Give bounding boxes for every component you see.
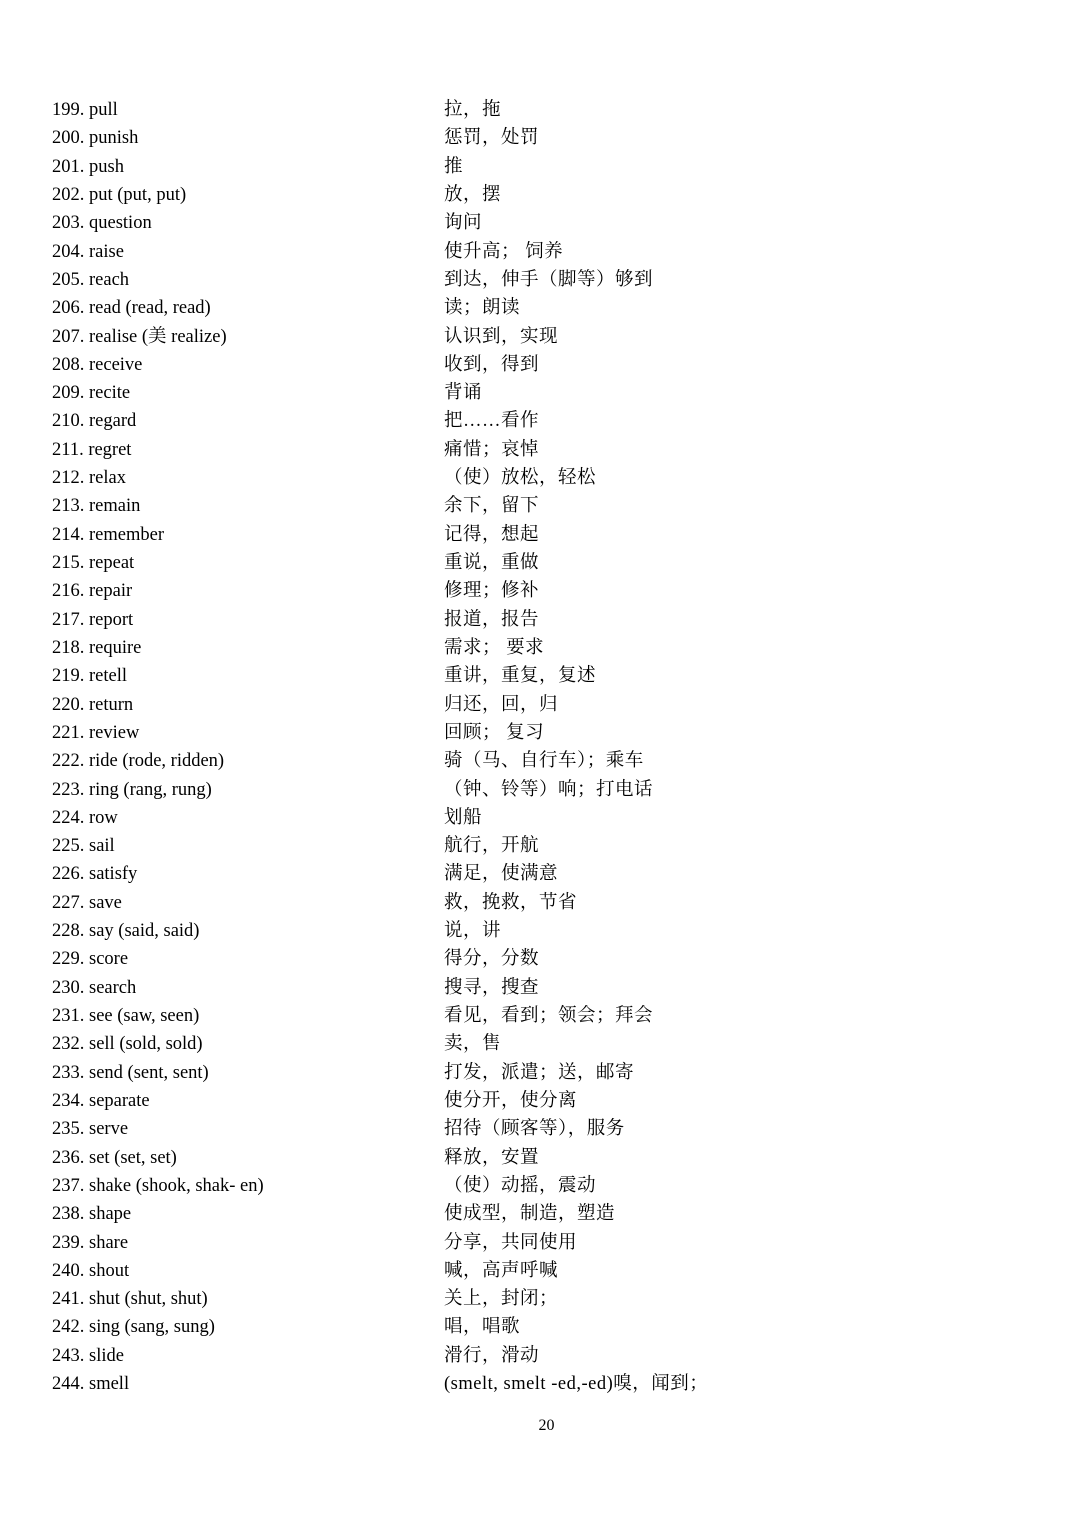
- vocabulary-entry: [52, 238, 1032, 266]
- vocabulary-entry: [52, 945, 1032, 973]
- entry-meaning: 拉，拖: [444, 100, 502, 120]
- entry-word: 214. remember: [52, 524, 164, 545]
- vocabulary-entry: [52, 549, 1032, 577]
- entry-meaning: （钟、铃等）响；打电话: [444, 779, 654, 800]
- entry-word: 229. score: [52, 949, 129, 970]
- entry-word: 199. pull: [52, 100, 118, 120]
- entry-meaning: 重说，重做: [444, 553, 540, 573]
- entry-word: 209. recite: [52, 383, 131, 404]
- vocabulary-entry: [52, 351, 1032, 379]
- entry-word: 226. satisfy: [52, 864, 138, 885]
- entry-meaning: 打发，派遣；送，邮寄: [444, 1062, 635, 1083]
- vocabulary-entry: [52, 747, 1032, 775]
- entry-word: 242. sing (sang, sung): [52, 1317, 215, 1338]
- entry-word: 228. say (said, said): [52, 921, 200, 942]
- entry-meaning: 到达，伸手（脚等）够到: [444, 269, 654, 290]
- entry-meaning: 认识到，实现: [444, 326, 559, 347]
- entry-meaning: 使成型，制造，塑造: [444, 1204, 616, 1225]
- entry-meaning: 航行，开航: [444, 836, 540, 857]
- entry-meaning: 修理；修补: [444, 581, 540, 602]
- entry-meaning: 骑（马、自行车）；乘车: [444, 751, 644, 772]
- entry-meaning: 看见，看到；领会；拜会: [444, 1006, 654, 1026]
- entry-meaning: （使）放松，轻松: [444, 468, 597, 489]
- entry-word: 211. regret: [52, 439, 132, 460]
- entry-word: 222. ride (rode, ridden): [52, 751, 225, 772]
- entry-word: 243. slide: [52, 1345, 124, 1366]
- entry-meaning: 喊，高声呼喊: [444, 1260, 559, 1281]
- entry-word: 240. shout: [52, 1260, 130, 1281]
- entry-meaning: 唱，唱歌: [444, 1317, 521, 1338]
- vocabulary-entry: [52, 181, 1032, 209]
- entry-word: 224. row: [52, 807, 118, 828]
- entry-word: 235. serve: [52, 1119, 129, 1140]
- entry-word: 200. punish: [52, 128, 139, 149]
- entry-meaning: 使分开，使分离: [444, 1090, 578, 1111]
- entry-meaning: 询问: [444, 213, 483, 234]
- entry-word: 202. put (put, put): [52, 184, 187, 205]
- entry-meaning: （使）动摇，震动: [444, 1175, 597, 1196]
- entry-meaning: 释放，安置: [444, 1147, 540, 1168]
- vocabulary-entry: [52, 889, 1032, 917]
- vocabulary-entry: [52, 776, 1032, 804]
- entry-word: 215. repeat: [52, 553, 135, 573]
- vocabulary-entry: [52, 96, 1032, 124]
- vocabulary-entry: [52, 1002, 1032, 1030]
- vocabulary-entry: [52, 1059, 1032, 1087]
- entry-word: 223. ring (rang, rung): [52, 779, 212, 800]
- entry-meaning: 分享，共同使用: [444, 1232, 578, 1253]
- entry-meaning: 得分，分数: [444, 949, 540, 970]
- entry-meaning: 搜寻，搜查: [444, 977, 540, 998]
- entry-meaning: 救，挽救，节省: [444, 892, 578, 913]
- vocabulary-entry: [52, 974, 1032, 1002]
- vocabulary-entry: [52, 1229, 1032, 1257]
- entry-meaning: 关上，封闭；: [444, 1289, 559, 1310]
- entry-word: 210. regard: [52, 411, 137, 432]
- entry-word: 217. report: [52, 609, 134, 630]
- entry-meaning: 推: [444, 156, 464, 177]
- entry-meaning: 卖，售: [444, 1034, 502, 1055]
- entry-word: 239. share: [52, 1232, 129, 1253]
- entry-meaning: 放，摆: [444, 184, 502, 205]
- entry-word: 238. shape: [52, 1204, 132, 1225]
- vocabulary-entry: [52, 577, 1032, 605]
- entry-meaning: 回顾； 复习: [444, 722, 545, 743]
- vocabulary-entry: [52, 1370, 1032, 1398]
- vocabulary-entry: [52, 804, 1032, 832]
- entry-word: 208. receive: [52, 354, 143, 375]
- entry-word: 218. require: [52, 637, 142, 658]
- entry-word: 212. relax: [52, 468, 126, 489]
- vocabulary-entry: [52, 917, 1032, 945]
- vocabulary-entry: [52, 1115, 1032, 1143]
- entry-word: 231. see (saw, seen): [52, 1006, 200, 1026]
- vocabulary-entry: [52, 464, 1032, 492]
- vocabulary-entry: [52, 1144, 1032, 1172]
- vocabulary-entry: [52, 323, 1032, 351]
- vocabulary-list: [52, 96, 1032, 1398]
- vocabulary-entry: [52, 521, 1032, 549]
- entry-word: 237. shake (shook, shak- en): [52, 1175, 264, 1196]
- vocabulary-entry: [52, 153, 1032, 181]
- entry-word: 232. sell (sold, sold): [52, 1034, 203, 1055]
- vocabulary-entry: [52, 124, 1032, 152]
- entry-meaning: 报道，报告: [444, 609, 540, 630]
- entry-meaning: 说，讲: [444, 921, 502, 942]
- entry-meaning: 滑行，滑动: [444, 1345, 540, 1366]
- entry-meaning: 痛惜；哀悼: [444, 439, 540, 460]
- entry-word: 207. realise (美 realize): [52, 326, 227, 347]
- entry-word: 220. return: [52, 694, 134, 715]
- vocabulary-entry: [52, 492, 1032, 520]
- entry-word: 219. retell: [52, 666, 128, 687]
- entry-meaning: 满足，使满意: [444, 864, 559, 885]
- vocabulary-entry: [52, 832, 1032, 860]
- vocabulary-entry: [52, 1313, 1032, 1341]
- entry-word: 233. send (sent, sent): [52, 1062, 209, 1083]
- entry-meaning: 余下，留下: [444, 496, 540, 517]
- entry-word: 230. search: [52, 977, 137, 998]
- vocabulary-entry: [52, 662, 1032, 690]
- entry-meaning: 惩罚，处罚: [444, 128, 540, 149]
- vocabulary-entry: [52, 436, 1032, 464]
- vocabulary-entry: [52, 209, 1032, 237]
- vocabulary-entry: [52, 1087, 1032, 1115]
- entry-meaning: 使升高； 饲养: [444, 241, 564, 262]
- vocabulary-entry: [52, 606, 1032, 634]
- entry-meaning: 背诵: [444, 383, 483, 404]
- entry-word: 221. review: [52, 722, 140, 743]
- vocabulary-entry: [52, 407, 1032, 435]
- entry-meaning: 记得，想起: [444, 524, 540, 545]
- entry-meaning: 把……看作: [444, 411, 540, 432]
- entry-word: 201. push: [52, 156, 124, 177]
- vocabulary-entry: [52, 1285, 1032, 1313]
- vocabulary-entry: [52, 634, 1032, 662]
- entry-word: 203. question: [52, 213, 152, 234]
- vocabulary-entry: [52, 1342, 1032, 1370]
- entry-meaning: 读；朗读: [444, 298, 521, 319]
- page-number: 20: [538, 1417, 555, 1434]
- vocabulary-entry: [52, 1200, 1032, 1228]
- vocabulary-entry: [52, 379, 1032, 407]
- vocabulary-entry: [52, 294, 1032, 322]
- vocabulary-entry: [52, 719, 1032, 747]
- entry-word: 236. set (set, set): [52, 1147, 177, 1168]
- vocabulary-entry: [52, 1172, 1032, 1200]
- entry-meaning: 需求； 要求: [444, 637, 545, 658]
- entry-meaning: 划船: [444, 807, 483, 828]
- vocabulary-entry: [52, 860, 1032, 888]
- entry-word: 213. remain: [52, 496, 141, 517]
- entry-word: 216. repair: [52, 581, 133, 602]
- entry-word: 204. raise: [52, 241, 124, 262]
- entry-word: 205. reach: [52, 269, 130, 290]
- entry-meaning: (smelt, smelt -ed,-ed)嗅，闻到；: [444, 1374, 709, 1395]
- entry-word: 241. shut (shut, shut): [52, 1289, 208, 1310]
- entry-word: 206. read (read, read): [52, 298, 211, 319]
- entry-word: 234. separate: [52, 1090, 150, 1111]
- entry-meaning: 招待（顾客等），服务: [444, 1119, 625, 1140]
- entry-meaning: 收到，得到: [444, 354, 540, 375]
- entry-word: 244. smell: [52, 1374, 130, 1395]
- entry-meaning: 重讲，重复，复述: [444, 666, 597, 687]
- vocabulary-entry: [52, 266, 1032, 294]
- entry-word: 225. sail: [52, 836, 115, 857]
- entry-word: 227. save: [52, 892, 122, 913]
- vocabulary-entry: [52, 691, 1032, 719]
- vocabulary-entry: [52, 1030, 1032, 1058]
- entry-meaning: 归还，回，归: [444, 694, 559, 715]
- vocabulary-entry: [52, 1257, 1032, 1285]
